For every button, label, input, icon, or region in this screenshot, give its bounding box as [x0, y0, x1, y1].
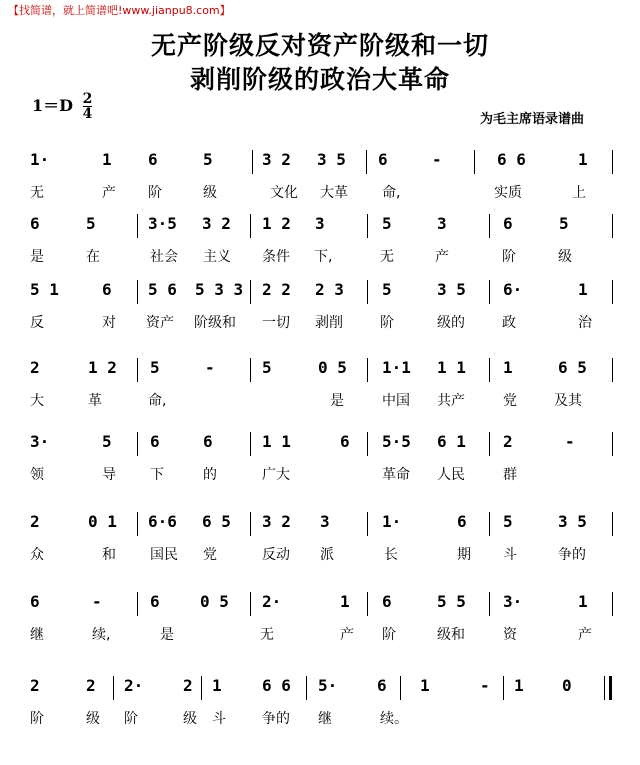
note: 3 2: [262, 150, 291, 169]
barline: [306, 676, 307, 700]
note: 1: [102, 150, 112, 169]
note: 1: [514, 676, 524, 695]
note: 2 2: [262, 280, 291, 299]
note: 3: [315, 214, 325, 233]
note: 0 5: [200, 592, 229, 611]
note: -: [92, 592, 102, 611]
lyric: 在: [86, 249, 100, 265]
barline: [489, 214, 490, 238]
note: 6: [378, 150, 388, 169]
barline: [367, 592, 368, 616]
lyric: 斗: [503, 547, 517, 563]
lyric: 及其: [554, 393, 582, 409]
lyric: 广大: [262, 467, 290, 483]
note: 2: [183, 676, 193, 695]
note: 6: [203, 432, 213, 451]
barline: [612, 280, 613, 304]
attribution: 为毛主席语录谱曲: [479, 112, 584, 127]
note: 3 5: [437, 280, 466, 299]
lyric: 阶级和: [194, 315, 236, 331]
lyric: 期: [457, 547, 471, 563]
lyric: 无: [380, 249, 394, 265]
note: 1·: [30, 150, 50, 169]
final-barline: [604, 676, 605, 700]
note: 6 5: [558, 358, 587, 377]
lyric: 下: [150, 467, 164, 483]
score-row: [0, 592, 640, 662]
barline: [489, 358, 490, 382]
lyric: 群: [503, 467, 517, 483]
score-row: [0, 214, 640, 284]
barline: [113, 676, 114, 700]
lyric: 一切: [262, 315, 290, 331]
lyric: 命,: [382, 185, 401, 201]
note: 6: [102, 280, 112, 299]
note: 3·: [30, 432, 50, 451]
note: 2: [30, 512, 40, 531]
time-signature: [83, 92, 93, 121]
note: 6: [503, 214, 513, 233]
note: 6: [457, 512, 467, 531]
lyric: 主义: [203, 249, 231, 265]
lyric: 治: [578, 315, 592, 331]
lyric: 级: [86, 711, 100, 727]
note: 5: [262, 358, 272, 377]
barline: [489, 512, 490, 536]
lyric: 上: [572, 185, 586, 201]
barline: [612, 432, 613, 456]
lyric: 剥削: [315, 315, 343, 331]
note: 2: [30, 676, 40, 695]
lyric: 党: [203, 547, 217, 563]
barline: [137, 280, 138, 304]
lyric: 争的: [558, 547, 586, 563]
note: 1: [578, 150, 588, 169]
key-label: 1＝D: [32, 96, 74, 115]
note: 1: [212, 676, 222, 695]
lyric: 级: [183, 711, 197, 727]
note: 5·: [318, 676, 338, 695]
note: 3: [320, 512, 330, 531]
lyric: 是: [30, 249, 44, 265]
barline: [137, 358, 138, 382]
note: 2·: [124, 676, 144, 695]
lyric: 阶: [30, 711, 44, 727]
lyric: 领: [30, 467, 44, 483]
note: 5 6: [148, 280, 177, 299]
note: 1: [420, 676, 430, 695]
lyric: 长: [384, 547, 398, 563]
lyric: 众: [30, 547, 44, 563]
barline: [137, 592, 138, 616]
score-row: [0, 676, 640, 746]
note: 1: [503, 358, 513, 377]
time-denominator: 4: [82, 106, 93, 122]
barline: [250, 358, 251, 382]
lyric: 是: [160, 627, 174, 643]
note: 5: [559, 214, 569, 233]
barline: [252, 150, 253, 174]
lyric: 大革: [320, 185, 348, 201]
barline: [612, 512, 613, 536]
lyric: 阶: [148, 185, 162, 201]
lyric: 政: [502, 315, 516, 331]
note: 2·: [262, 592, 282, 611]
note: 6: [377, 676, 387, 695]
note: 6·6: [148, 512, 177, 531]
lyric: 阶: [380, 315, 394, 331]
barline: [612, 358, 613, 382]
lyric: 和: [102, 547, 116, 563]
note: 5: [86, 214, 96, 233]
note: -: [480, 676, 490, 695]
barline: [201, 676, 202, 700]
note: 6 6: [262, 676, 291, 695]
note: 1 1: [437, 358, 466, 377]
note: 0: [562, 676, 572, 695]
lyric: 导: [102, 467, 116, 483]
note: 1: [340, 592, 350, 611]
lyric: 国民: [150, 547, 178, 563]
lyric: 续。: [380, 711, 408, 727]
note: 3 2: [262, 512, 291, 531]
note: 6: [382, 592, 392, 611]
lyric: 反: [30, 315, 44, 331]
time-numerator: 2: [82, 91, 93, 107]
lyric: 产: [578, 627, 592, 643]
lyric: 的: [203, 467, 217, 483]
site-watermark: 【找简谱，就上简谱吧!www.jianpu8.com】: [8, 4, 231, 17]
note: 6 5: [202, 512, 231, 531]
lyric: 实质: [494, 185, 522, 201]
note: 3 5: [317, 150, 346, 169]
score-row: [0, 432, 640, 502]
barline: [612, 592, 613, 616]
note: 6: [30, 214, 40, 233]
lyric: 级和: [437, 627, 465, 643]
lyric: 人民: [437, 467, 465, 483]
lyric: 对: [102, 315, 116, 331]
final-barline-thick: [609, 676, 612, 700]
note: -: [565, 432, 575, 451]
lyric: 产: [340, 627, 354, 643]
note: 1·: [382, 512, 402, 531]
note: 3: [437, 214, 447, 233]
lyric: 产: [102, 185, 116, 201]
lyric: 无: [260, 627, 274, 643]
note: 0 1: [88, 512, 117, 531]
barline: [250, 432, 251, 456]
note: 3 2: [202, 214, 231, 233]
song-title-line-2: 剥削阶级的政治大革命: [189, 65, 450, 94]
lyric: 条件: [262, 249, 290, 265]
barline: [367, 358, 368, 382]
note: 6·: [503, 280, 523, 299]
lyric: 继: [318, 711, 332, 727]
barline: [250, 214, 251, 238]
note: 6: [30, 592, 40, 611]
lyric: 大: [30, 393, 44, 409]
note: 1·1: [382, 358, 411, 377]
barline: [489, 432, 490, 456]
song-title-line-1: 无产阶级反对资产阶级和一切: [150, 31, 489, 60]
lyric: 社会: [150, 249, 178, 265]
note: 3·5: [148, 214, 177, 233]
note: -: [205, 358, 215, 377]
barline: [367, 214, 368, 238]
note: 6 6: [497, 150, 526, 169]
note: 3 5: [558, 512, 587, 531]
lyric: 文化: [270, 185, 298, 201]
barline: [137, 432, 138, 456]
lyric: 无: [30, 185, 44, 201]
note: 2 3: [315, 280, 344, 299]
score-row: [0, 150, 640, 220]
note: 5 1: [30, 280, 59, 299]
lyric: 派: [320, 547, 334, 563]
barline: [503, 676, 504, 700]
barline: [367, 432, 368, 456]
barline: [367, 280, 368, 304]
barline: [250, 512, 251, 536]
note: 5·5: [382, 432, 411, 451]
note: 6: [150, 432, 160, 451]
barline: [250, 592, 251, 616]
barline: [137, 512, 138, 536]
note: 2: [503, 432, 513, 451]
note: 5: [503, 512, 513, 531]
note: 0 5: [318, 358, 347, 377]
score-row: [0, 280, 640, 350]
note: 6: [148, 150, 158, 169]
barline: [489, 592, 490, 616]
lyric: 下,: [314, 249, 333, 265]
barline: [400, 676, 401, 700]
lyric: 续,: [92, 627, 111, 643]
lyric: 共产: [437, 393, 465, 409]
note: 1 2: [88, 358, 117, 377]
note: 1 2: [262, 214, 291, 233]
note: 1 1: [262, 432, 291, 451]
lyric: 资产: [146, 315, 174, 331]
barline: [612, 214, 613, 238]
note: 5: [382, 280, 392, 299]
note: 3·: [503, 592, 523, 611]
score-row: [0, 512, 640, 582]
note: 5: [382, 214, 392, 233]
lyric: 斗: [212, 711, 226, 727]
score-row: [0, 358, 640, 428]
barline: [612, 150, 613, 174]
note: 5 3 3: [195, 280, 244, 299]
note: 1: [578, 280, 588, 299]
key-signature: [32, 92, 92, 121]
lyric: 级的: [437, 315, 465, 331]
note: 5: [102, 432, 112, 451]
lyric: 产: [435, 249, 449, 265]
lyric: 党: [503, 393, 517, 409]
lyric: 中国: [382, 393, 410, 409]
lyric: 阶: [502, 249, 516, 265]
note: 2: [86, 676, 96, 695]
lyric: 级: [558, 249, 572, 265]
lyric: 阶: [382, 627, 396, 643]
lyric: 争的: [262, 711, 290, 727]
lyric: 继: [30, 627, 44, 643]
note: 5 5: [437, 592, 466, 611]
lyric: 反动: [262, 547, 290, 563]
note: 2: [30, 358, 40, 377]
lyric: 革: [88, 393, 102, 409]
note: 1: [578, 592, 588, 611]
barline: [137, 214, 138, 238]
barline: [474, 150, 475, 174]
note: 6 1: [437, 432, 466, 451]
note: 5: [203, 150, 213, 169]
barline: [366, 150, 367, 174]
note: 6: [340, 432, 350, 451]
note: 6: [150, 592, 160, 611]
lyric: 是: [330, 393, 344, 409]
barline: [367, 512, 368, 536]
lyric: 级: [203, 185, 217, 201]
lyric: 革命: [382, 467, 410, 483]
barline: [250, 280, 251, 304]
lyric: 资: [503, 627, 517, 643]
note: -: [432, 150, 442, 169]
lyric: 阶: [124, 711, 138, 727]
barline: [489, 280, 490, 304]
note: 5: [150, 358, 160, 377]
lyric: 命,: [148, 393, 167, 409]
